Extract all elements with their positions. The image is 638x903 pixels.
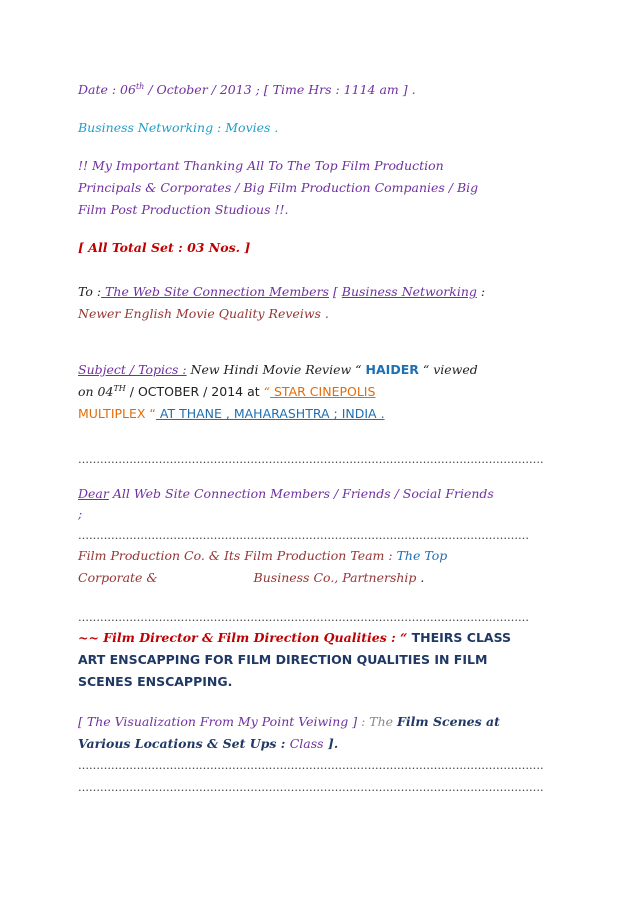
visualization-locations: Various Locations & Set Ups :	[78, 736, 290, 751]
film-production-label: Film Production Co. & Its Film Production Team :	[78, 548, 397, 563]
director-line-1	[78, 630, 511, 646]
dots-divider-3: ……………………………………………………………………………………………………………	[78, 611, 529, 624]
visualization-label: [ The Visualization From My Point Veiwing ]	[78, 714, 362, 729]
visualization-the: : The	[361, 714, 398, 729]
film-production-end: .	[416, 570, 425, 585]
director-line-2: ART ENSCAPPING FOR FILM DIRECTION QUALITIES IN FILM	[78, 652, 488, 667]
to-end: :	[476, 284, 486, 299]
film-production-top: The Top	[396, 548, 448, 563]
to-business: Business Networking	[341, 284, 477, 299]
dear-word: Dear	[78, 486, 109, 501]
date-sup: th	[135, 81, 145, 91]
subject-line-1	[78, 362, 478, 378]
subject-sup: TH	[113, 383, 126, 393]
business-networking-line: Business Networking : Movies .	[78, 120, 279, 135]
film-production-line-2	[78, 570, 424, 586]
visualization-end: ].	[323, 736, 339, 751]
subject-movie: HAIDER	[365, 362, 419, 377]
total-set-line: [ All Total Set : 03 Nos. ]	[78, 240, 251, 255]
thanking-line-2: Principals & Corporates / Big Film Production Companies / Big	[78, 180, 479, 195]
date-prefix: Date : 06	[78, 82, 136, 97]
subject-location: AT THANE , MAHARASHTRA ; INDIA .	[155, 406, 385, 421]
subject-venue-2: MULTIPLEX “	[78, 406, 156, 421]
dear-line	[78, 486, 494, 502]
visualization-scenes: Film Scenes at	[397, 714, 500, 729]
date-line	[78, 82, 416, 98]
director-label: ~~ Film Director & Film Direction Qualities : “	[78, 630, 412, 645]
thanking-line-1: !! My Important Thanking All To The Top Film Production	[78, 158, 444, 173]
dear-semicolon: ;	[78, 506, 83, 521]
dear-rest: All Web Site Connection Members / Friends / Social Friends	[108, 486, 494, 501]
dots-divider-5: ……………………………………………………………………………………………………………….	[78, 781, 544, 794]
subject-label: Subject / Topics :	[78, 362, 187, 377]
film-production-business: Business Co., Partnership	[253, 570, 417, 585]
to-prefix: To :	[78, 284, 102, 299]
visualization-class: Class	[289, 736, 324, 751]
to-line	[78, 284, 485, 300]
subject-line-3	[78, 406, 385, 422]
subject-date: / OCTOBER / 2014 at	[125, 384, 264, 399]
director-class: THEIRS CLASS	[411, 630, 512, 645]
subject-text2: “ viewed	[418, 362, 478, 377]
date-rest: / October / 2013 ; [ Time Hrs : 1114 am ] .	[144, 82, 416, 97]
director-line-3: SCENES ENSCAPPING.	[78, 674, 233, 689]
subject-line-2	[78, 384, 375, 400]
dots-divider-4: ……………………………………………………………………………………………………………….	[78, 759, 544, 772]
thanking-line-3: Film Post Production Studious !!.	[78, 202, 289, 217]
newer-line: Newer English Movie Quality Reveiws .	[78, 306, 329, 321]
to-bracket: [	[328, 284, 342, 299]
visualization-line-2	[78, 736, 338, 752]
subject-venue-quote: “	[263, 384, 271, 399]
dots-divider-2: ……………………………………………………………………………………………………………	[78, 529, 529, 542]
dots-divider-1: ……………………………………………………………………………………………………………….	[78, 453, 544, 466]
subject-text1: New Hindi Movie Review “	[186, 362, 366, 377]
subject-on: on 04	[78, 384, 114, 399]
to-members: The Web Site Connection Members	[101, 284, 329, 299]
film-production-corporate: Corporate &	[78, 570, 158, 585]
film-production-line-1	[78, 548, 447, 564]
visualization-line-1	[78, 714, 500, 730]
subject-venue: STAR CINEPOLIS	[270, 384, 376, 399]
